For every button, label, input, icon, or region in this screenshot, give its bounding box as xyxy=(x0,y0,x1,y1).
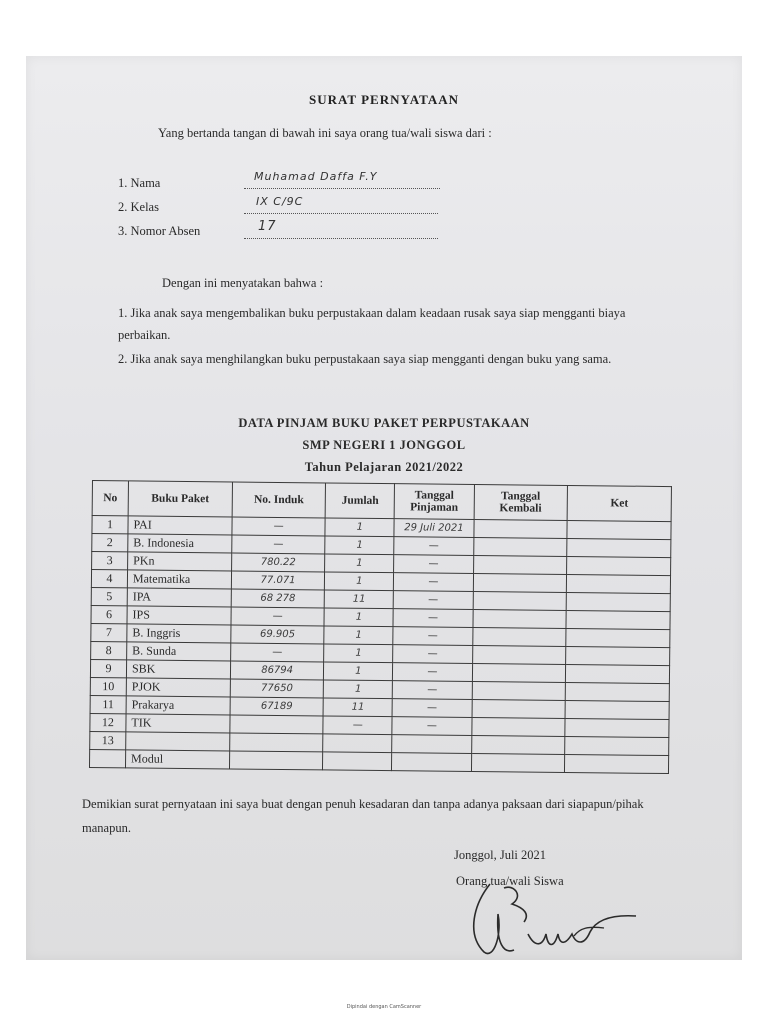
header-pinjam: Tanggal Pinjaman xyxy=(394,484,474,520)
cell-kembali xyxy=(473,519,567,538)
cell-book: Prakarya xyxy=(126,696,230,715)
cell-jumlah xyxy=(323,734,392,753)
cell-induk: 77.071 xyxy=(231,571,325,590)
cell-no: 13 xyxy=(90,731,126,749)
cell-pinjam: — xyxy=(394,555,473,574)
cell-jumlah: 1 xyxy=(325,536,394,555)
cell-book xyxy=(126,732,230,751)
cell-pinjam: — xyxy=(393,627,472,646)
table-heading-1: DATA PINJAM BUKU PAKET PERPUSTAKAAN xyxy=(238,416,530,430)
cell-kembali xyxy=(473,537,567,556)
cell-book: SBK xyxy=(126,660,230,679)
cell-jumlah: 1 xyxy=(325,554,394,573)
scanned-paper xyxy=(26,56,742,960)
cell-ket xyxy=(567,538,671,557)
cell-ket xyxy=(565,664,669,683)
cell-book: IPS xyxy=(127,606,231,625)
statement-2: 2. Jika anak saya menghilangkan buku perpustakaan saya siap mengganti dengan buku yang sama. xyxy=(118,352,612,366)
cell-jumlah: 1 xyxy=(324,626,393,645)
statement-1: 1. Jika anak saya mengembalikan buku perpustakaan dalam keadaan rusak saya siap mengganti biaya perbaikan. xyxy=(118,306,626,342)
cell-induk: 780.22 xyxy=(231,553,325,572)
table-heading-2: SMP NEGERI 1 JONGGOL xyxy=(302,438,466,452)
cell-jumlah xyxy=(323,752,392,771)
cell-induk: — xyxy=(231,607,325,626)
cell-ket xyxy=(565,682,669,701)
cell-jumlah: — xyxy=(323,716,392,735)
cell-kembali xyxy=(472,699,566,718)
table-body xyxy=(89,516,671,774)
cell-ket xyxy=(565,754,669,773)
cell-kembali xyxy=(472,609,566,628)
header-no: No xyxy=(92,481,128,516)
cell-jumlah: 11 xyxy=(325,590,394,609)
table-header-row xyxy=(92,481,671,522)
cell-pinjam: — xyxy=(392,699,471,718)
cell-kembali xyxy=(472,645,566,664)
statement-intro: Dengan ini menyatakan bahwa : xyxy=(162,276,324,290)
cell-no: 6 xyxy=(91,605,127,623)
cell-ket xyxy=(565,700,669,719)
intro-text: Yang bertanda tangan di bawah ini saya orang tua/wali siswa dari : xyxy=(158,126,492,140)
cell-ket xyxy=(566,628,670,647)
cell-book: PAI xyxy=(128,516,232,535)
cell-induk: — xyxy=(232,535,326,554)
cell-no: 9 xyxy=(90,659,126,677)
cell-pinjam: — xyxy=(394,573,473,592)
cell-ket xyxy=(567,520,671,539)
cell-kembali xyxy=(473,555,567,574)
cell-book: PJOK xyxy=(126,678,230,697)
cell-no: 4 xyxy=(91,570,127,588)
scanner-footer-note: Dipindai dengan CamScanner xyxy=(346,1004,422,1010)
cell-induk: 67189 xyxy=(230,697,324,716)
signature-image xyxy=(454,874,644,964)
cell-kembali xyxy=(472,627,566,646)
cell-jumlah: 1 xyxy=(324,608,393,627)
field-label-name: 1. Nama xyxy=(118,176,161,190)
cell-ket xyxy=(566,592,670,611)
cell-book: B. Sunda xyxy=(127,642,231,661)
field-value-name: Muhamad Daffa F.Y xyxy=(254,170,378,183)
cell-induk: — xyxy=(232,517,326,536)
cell-induk: 68 278 xyxy=(231,589,325,608)
cell-book: TIK xyxy=(126,714,230,733)
cell-no: 8 xyxy=(91,641,127,659)
book-loan-table xyxy=(89,480,672,774)
cell-no: 3 xyxy=(92,552,128,570)
cell-ket xyxy=(566,646,670,665)
header-kembali: Tanggal Kembali xyxy=(474,485,568,521)
cell-no: 12 xyxy=(90,713,126,731)
cell-ket xyxy=(566,574,670,593)
cell-book: B. Indonesia xyxy=(128,534,232,553)
cell-pinjam: — xyxy=(393,645,472,664)
cell-kembali xyxy=(472,681,566,700)
cell-pinjam: — xyxy=(392,717,471,736)
cell-induk xyxy=(230,733,324,752)
cell-induk xyxy=(230,715,324,734)
cell-no: 5 xyxy=(91,587,127,605)
closing-text: Demikian surat pernyataan ini saya buat dengan penuh kesadaran dan tanpa adanya paksaan dari siapapun/pihak manapun. xyxy=(82,797,644,835)
table-heading-3: Tahun Pelajaran 2021/2022 xyxy=(304,460,464,474)
cell-jumlah: 1 xyxy=(324,680,393,699)
cell-jumlah: 1 xyxy=(324,662,393,681)
cell-kembali xyxy=(473,573,567,592)
header-jumlah: Jumlah xyxy=(326,483,395,519)
cell-book: B. Inggris xyxy=(127,624,231,643)
field-value-class: IX C/9C xyxy=(256,195,304,208)
cell-induk xyxy=(229,751,323,770)
cell-kembali xyxy=(473,591,567,610)
place-date: Jonggol, Juli 2021 xyxy=(454,848,547,862)
cell-kembali xyxy=(471,717,565,736)
cell-jumlah: 1 xyxy=(324,644,393,663)
cell-pinjam: 29 Juli 2021 xyxy=(394,519,473,538)
cell-no: 11 xyxy=(90,695,126,713)
cell-no: 7 xyxy=(91,623,127,641)
cell-no: 2 xyxy=(92,534,128,552)
cell-ket xyxy=(565,736,669,755)
cell-no xyxy=(89,749,125,767)
cell-book: PKn xyxy=(128,552,232,571)
cell-pinjam: — xyxy=(393,681,472,700)
cell-pinjam: — xyxy=(393,663,472,682)
field-label-absen: 3. Nomor Absen xyxy=(118,224,201,238)
cell-book: IPA xyxy=(127,588,231,607)
cell-ket xyxy=(566,610,670,629)
cell-pinjam: — xyxy=(393,591,472,610)
cell-pinjam: — xyxy=(393,609,472,628)
cell-book: Matematika xyxy=(127,570,231,589)
field-label-class: 2. Kelas xyxy=(118,200,159,214)
cell-kembali xyxy=(471,735,565,754)
cell-pinjam xyxy=(392,753,471,772)
header-ket: Ket xyxy=(567,485,671,521)
cell-induk: 86794 xyxy=(230,661,324,680)
cell-ket xyxy=(565,718,669,737)
cell-no: 10 xyxy=(90,677,126,695)
cell-kembali xyxy=(471,753,565,772)
cell-no: 1 xyxy=(92,516,128,534)
header-book: Buku Paket xyxy=(128,481,232,517)
cell-jumlah: 11 xyxy=(323,698,392,717)
cell-pinjam: — xyxy=(394,537,473,556)
cell-book: Modul xyxy=(125,750,229,769)
cell-induk: 69.905 xyxy=(231,625,325,644)
cell-ket xyxy=(567,556,671,575)
document-title: SURAT PERNYATAAN xyxy=(309,92,459,107)
cell-kembali xyxy=(472,663,566,682)
cell-jumlah: 1 xyxy=(325,518,394,537)
header-induk: No. Induk xyxy=(232,482,326,518)
field-value-absen: 17 xyxy=(258,219,277,234)
cell-induk: 77650 xyxy=(230,679,324,698)
cell-jumlah: 1 xyxy=(325,572,394,591)
cell-pinjam xyxy=(392,735,471,754)
signer-role: Orang tua/wali Siswa xyxy=(456,874,564,888)
cell-induk: — xyxy=(230,643,324,662)
